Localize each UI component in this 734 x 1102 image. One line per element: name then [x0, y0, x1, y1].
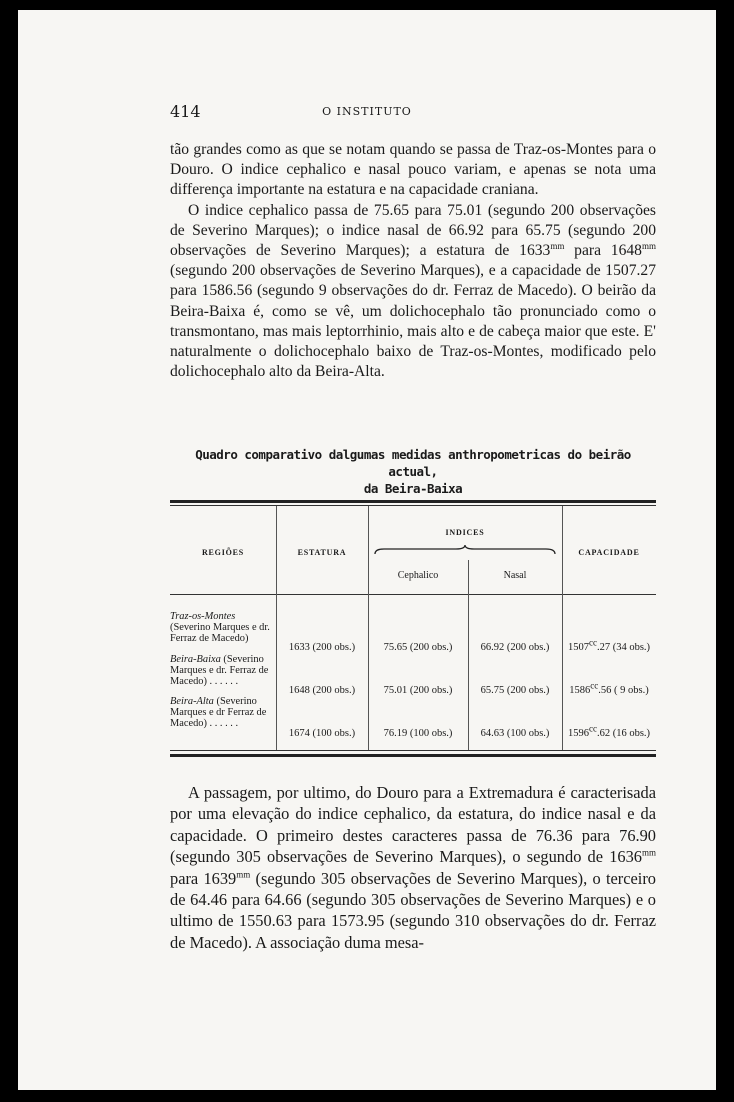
cell-nasal: 64.63 (100 obs.)	[480, 728, 550, 739]
header-nasal: Nasal	[503, 570, 527, 581]
cell-capacidade: $1586^{cc}.56$ ( 9 obs.)	[569, 680, 649, 696]
paragraph-1: tão grandes como as que se notam quando se passa de Traz-os-Montes para o Douro. O indice cephalico e nasal pouco variam, e apenas se nota uma differença importante na estatura e na capacidade craniana.	[170, 141, 656, 199]
table-bottom-rule-thin	[170, 750, 656, 751]
page-number: 414	[170, 102, 201, 121]
cell-cephalico: 75.01 (200 obs.)	[383, 685, 453, 696]
header-estatura: ESTATURA	[297, 548, 347, 557]
table-caption-line-2: da Beira-Baixa	[363, 481, 463, 496]
table-top-rule-thin	[170, 505, 656, 506]
header-cephalico: Cephalico	[397, 570, 439, 581]
table-bottom-rule	[170, 754, 656, 757]
header-indices: INDICES	[445, 528, 485, 537]
body-text-bottom	[170, 782, 656, 953]
cell-estatura: 1648 (200 obs.)	[288, 685, 356, 696]
header-capacidade: CAPACIDADE	[578, 548, 640, 557]
table-top-rule	[170, 500, 656, 503]
unit-mm: mm	[550, 240, 565, 251]
unit-mm: mm	[236, 869, 251, 880]
column-divider	[276, 506, 277, 750]
body-text-top	[170, 140, 656, 382]
column-divider	[468, 560, 469, 750]
running-title: O INSTITUTO	[322, 105, 412, 118]
comparison-table	[170, 500, 656, 762]
book-page	[18, 10, 716, 1090]
cell-nasal: 66.92 (200 obs.)	[480, 642, 550, 653]
cell-estatura: 1633 (200 obs.)	[288, 642, 356, 653]
table-row-region: Traz-os-Montes (Severino Marques e dr. Ferraz de Macedo)	[170, 611, 270, 644]
header-regioes: REGIÕES	[201, 548, 245, 557]
brace-icon	[374, 544, 556, 556]
cell-estatura: 1674 (100 obs.)	[288, 728, 356, 739]
cell-capacidade: $1507^{cc}.27$ (34 obs.)	[567, 637, 651, 653]
paragraph-3: A passagem, por ultimo, do Douro para a Extremadura é caracterisada por uma elevação do indice cephalico, da estatura, do indice nasal e da capacidade. O primeiro destes caracteres passa de 76.36 para 76.90 (segundo 305 observações de Severino Marques), o segundo de $1636^{mm}$ para $1639^{mm}$ (segundo 305 observações de Severino Marques), o terceiro de 64.46 para 64.66 (segundo 305 observações de Severino Marques) e o ultimo de 1550.63 para 1573.95 (segundo 310 observações do dr. Ferraz de Macedo). A associação duma mesa-	[170, 783, 656, 952]
cell-cephalico: 76.19 (100 obs.)	[383, 728, 453, 739]
page-header	[18, 102, 716, 122]
unit-mm: mm	[641, 240, 656, 251]
table-row-region: Beira-Baixa (Severino Marques e dr. Ferraz de Macedo) . . . . . .	[170, 654, 269, 687]
column-divider	[562, 506, 563, 750]
column-divider	[368, 506, 369, 750]
table-caption	[170, 446, 656, 497]
table-row-region: Beira-Alta (Severino Marques e dr Ferraz de Macedo) . . . . . .	[170, 696, 267, 729]
cell-nasal: 65.75 (200 obs.)	[480, 685, 550, 696]
cell-capacidade: $1596^{cc}.62$ (16 obs.)	[567, 723, 651, 739]
table-caption-line-1: Quadro comparativo dalgumas medidas anthropometricas do beirão actual,	[195, 447, 631, 479]
paragraph-2: O indice cephalico passa de 75.65 para 75.01 (segundo 200 observações de Severino Marques); o indice nasal de 66.92 para 65.75 (segundo 200 observações de Severino Marques); a estatura de $1633^{mm}$ para $1648^{mm}$ (segundo 200 observações de Severino Marques), e a capacidade de 1507.27 para 1586.56 (segundo 9 observações do dr. Ferraz de Macedo). O beirão da Beira-Baixa é, como se vê, um dolichocephalo tão pronunciado como o transmontano, mas mais leptorrhinio, mais alto e de cabeça maior que este. E' naturalmente o dolichocephalo baixo de Traz-os-Montes, modificado pelo dolichocephalo alto da Beira-Alta.	[170, 201, 656, 381]
cell-cephalico: 75.65 (200 obs.)	[383, 642, 453, 653]
table-header-rule	[170, 594, 656, 595]
unit-mm: mm	[641, 847, 656, 858]
